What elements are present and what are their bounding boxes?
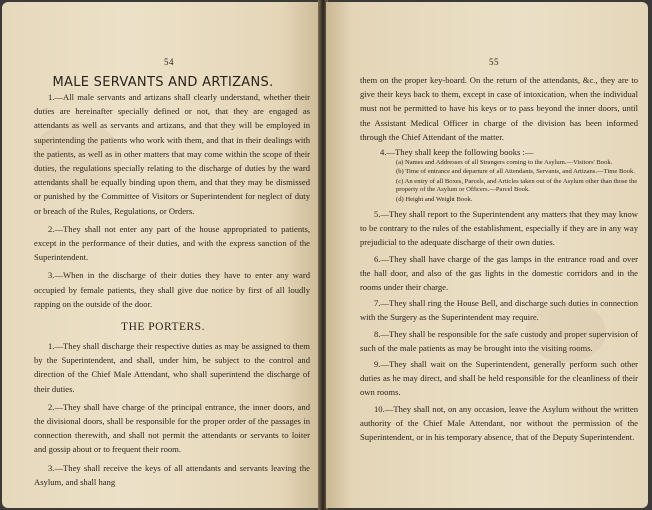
list-item: (b) Time of entrance and departure of all Attendants, Servants, and Artizans.—Time Book. [396, 168, 635, 176]
porter-paragraph: 2.—They shall have charge of the principal entrance, the inner doors, and the divisional doors, shall be responsible for the proper order of the passages in connection therewith, and shall not permit the attendants or servants to loiter and gossip about or to frequent their room. [34, 401, 310, 455]
rule-paragraph: 2.—They shall not enter any part of the house appropriated to patients, except in the performance of their duties, and with the express sanction of the Superintendent. [34, 223, 310, 263]
page-number-right: 55 [489, 57, 499, 67]
continued-paragraph: them on the proper key-board. On the return of the attendants, &c., they are to give their keys back to them, except in case of intoxication, when the individual must not be permitted to have his keys or to pass beyond the inner doors, until the Assistant Medical Officer in charge of the division has been informed through the Chief Attendant of the matter. [360, 75, 638, 142]
rule-paragraph: 5.—They shall report to the Superintendent any matters that they may know to be contrary to the rules of the establishment, especially if they are in any way prejudicial to the adequate discharge of their own duties. [360, 209, 638, 248]
books-lead: 4.—They shall keep the following books :— [380, 147, 534, 158]
rule-paragraph: 8.—They shall be responsible for the safe custody and proper supervision of such of the male patients as may be brought into the visiting rooms. [360, 328, 638, 353]
list-item: (d) Height and Weight Book. [396, 195, 473, 203]
books-list [360, 159, 638, 204]
section-title: MALE SERVANTS AND ARTIZANS. [52, 75, 274, 90]
porter-paragraph: 1.—They shall discharge their respective duties as may be assigned to them by the Superintendent, and shall, under him, be subject to the control and direction of the Chief Male Attendant, who shall superintend the discharge of their duties. [34, 341, 310, 394]
rule-paragraph: 6.—They shall have charge of the gas lamps in the entrance road and over the hall door, and also of the gas lights in the domestic corridors and in the rooms under their charge. [360, 253, 638, 293]
rule-paragraph: 9.—They shall wait on the Superintendent, generally perform such other duties as he may direct, and shall be held responsible for the cleanliness of their own rooms. [360, 359, 638, 398]
left-page [2, 2, 320, 508]
right-page [326, 2, 648, 508]
rule-paragraph: 1.—All male servants and artizans shall clearly understand, whether their duties are hereinafter specially defined or not, that they are engaged as attendants as well as servants and artizans, and that they will be employed in superintending the patients who work with them, and that in their dealings with the patients, as well as in other matters that may come within the scope of their duties, the regulations specially relating to the discharge of duties by the ward attendants shall be equally binding upon them, and that they may be dismissed or punished by the Committee of Visitors or Superintendent for neglect of duty or breach of the Rules, Regulations, or Orders. [34, 92, 310, 216]
porter-paragraph: 3.—They shall receive the keys of all attendants and servants leaving the Asylum, and shall hang [34, 462, 310, 487]
rule-paragraph: 10.—They shall not, on any occasion, leave the Asylum without the written authority of the Chief Male Attendant, nor without the permission of the Superintendent, or in his temporary absence, that of the Deputy Superintendent. [360, 403, 638, 443]
page-number-left: 54 [164, 57, 174, 67]
rule-paragraph: 7.—They shall ring the House Bell, and discharge such duties in connection with the Surgery as the Superintendent may require. [360, 298, 638, 323]
list-item: (a) Names and Addresses of all Strangers coming to the Asylum.—Visitors' Book. [396, 159, 613, 167]
rule-paragraph: 3.—When in the discharge of their duties they have to enter any ward occupied by female patients, they shall give due notice by first of all loudly rapping on the outside of the door. [34, 270, 310, 309]
section-subtitle: THE PORTERS. [121, 321, 205, 334]
list-item: (c) An entry of all Boxes, Parcels, and Articles taken out of the Asylum other than those the property of the Asylum or Officers.—Parcel Book. [396, 177, 638, 194]
